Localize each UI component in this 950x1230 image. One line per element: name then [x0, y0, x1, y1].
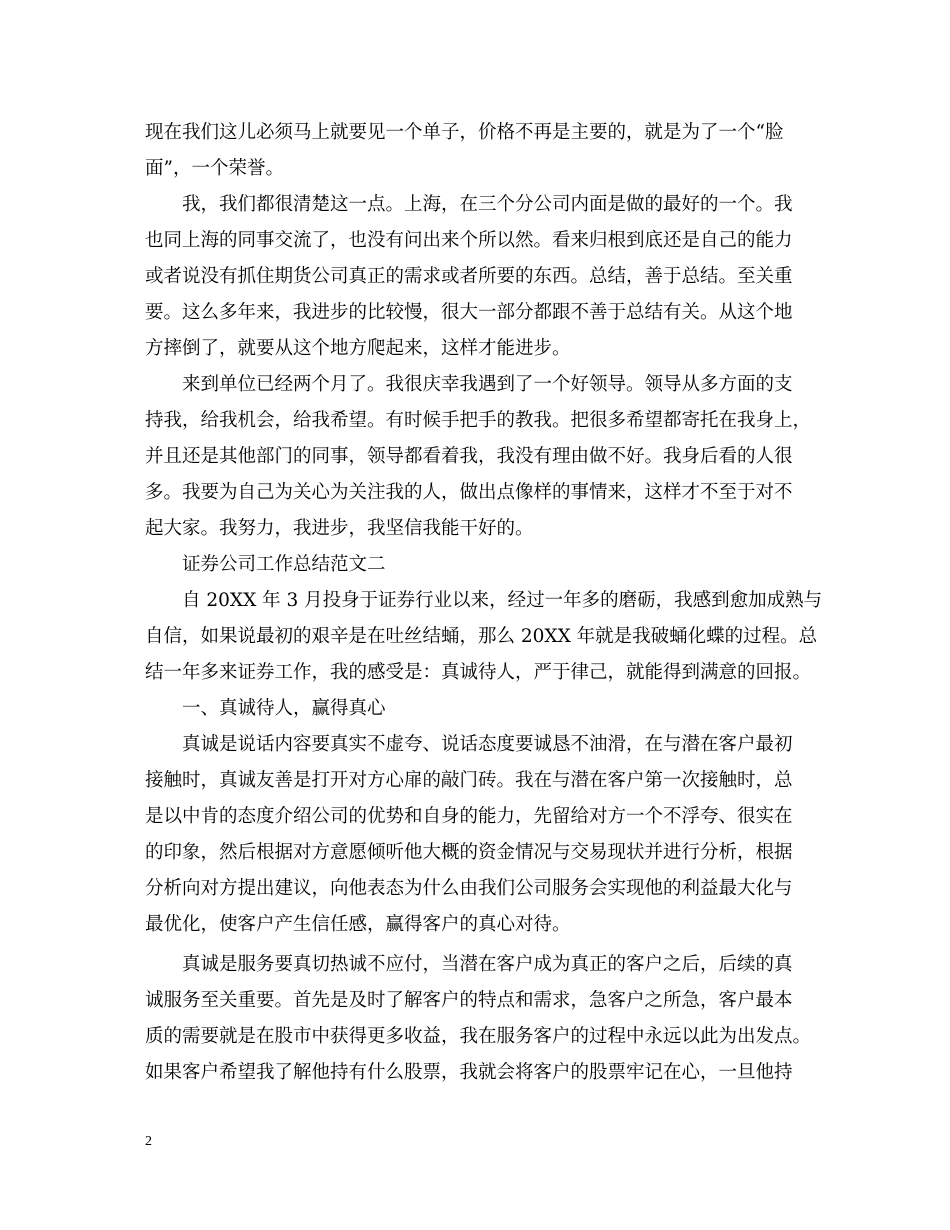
- text-line: 或者说没有抓住期货公司真正的需求或者所要的东西。总结，善于总结。至关重: [145, 266, 793, 287]
- text-line: 如果客户希望我了解他持有什么股票，我就会将客户的股票牢记在心，一旦他持: [145, 1062, 793, 1083]
- text-line: 来到单位已经两个月了。我很庆幸我遇到了一个好领导。领导从多方面的支: [182, 374, 793, 395]
- text-line: 分析向对方提出建议，向他表态为什么由我们公司服务会实现他的利益最大化与: [145, 878, 793, 899]
- text-line: 最优化，使客户产生信任感，赢得客户的真心对待。: [145, 914, 571, 935]
- text-line: 多。我要为自己为关心为关注我的人，做出点像样的事情来，这样才不至于对不: [145, 482, 793, 503]
- text-line: 要。这么多年来，我进步的比较慢，很大一部分都跟不善于总结有关。从这个地: [145, 302, 793, 323]
- document-body: [145, 115, 823, 1091]
- text-line: 真诚是说话内容要真实不虚夸、说话态度要诚恳不油滑，在与潜在客户最初: [182, 734, 793, 755]
- text-line: 持我，给我机会，给我希望。有时候手把手的教我。把很多希望都寄托在我身上，: [145, 410, 812, 431]
- text-line: 自 20XX 年 3 月投身于证券行业以来，经过一年多的磨砺，我感到愈加成熟与: [182, 590, 823, 611]
- text-line: 也同上海的同事交流了，也没有问出来个所以然。看来归根到底还是自己的能力: [145, 230, 793, 251]
- text-line: 结一年多来证券工作，我的感受是：真诚待人，严于律己，就能得到满意的回报。: [145, 662, 812, 683]
- page-number: 2: [145, 1134, 152, 1149]
- text-line: 是以中肯的态度介绍公司的优势和自身的能力，先留给对方一个不浮夸、很实在: [145, 806, 793, 827]
- text-line: 的印象，然后根据对方意愿倾听他大概的资金情况与交易现状并进行分析，根据: [145, 842, 793, 863]
- text-line: 我，我们都很清楚这一点。上海，在三个分公司内面是做的最好的一个。我: [182, 194, 793, 215]
- text-line: 诚服务至关重要。首先是及时了解客户的特点和需求，急客户之所急，客户最本: [145, 990, 793, 1011]
- section-heading: 证券公司工作总结范文二: [182, 554, 386, 575]
- text-line: 并且还是其他部门的同事，领导都看着我，我没有理由做不好。我身后看的人很: [145, 446, 793, 467]
- text-line: 接触时，真诚友善是打开对方心扉的敲门砖。我在与潜在客户第一次接触时，总: [145, 770, 793, 791]
- text-line: 方摔倒了，就要从这个地方爬起来，这样才能进步。: [145, 338, 571, 359]
- text-line: 起大家。我努力，我进步，我坚信我能干好的。: [145, 518, 534, 539]
- text-line: 质的需要就是在股市中获得更多收益，我在服务客户的过程中永远以此为出发点。: [145, 1026, 812, 1047]
- text-line: 现在我们这儿必须马上就要见一个单子，价格不再是主要的，就是为了一个“脸: [145, 122, 784, 143]
- text-line: 真诚是服务要真切热诚不应付，当潜在客户成为真正的客户之后，后续的真: [182, 954, 793, 975]
- text-line: 面”，一个荣誉。: [145, 158, 284, 179]
- subsection-heading: 一、真诚待人，赢得真心: [182, 698, 386, 719]
- text-line: 自信，如果说最初的艰辛是在吐丝结蛹，那么 20XX 年就是我破蛹化蝶的过程。总: [145, 626, 818, 647]
